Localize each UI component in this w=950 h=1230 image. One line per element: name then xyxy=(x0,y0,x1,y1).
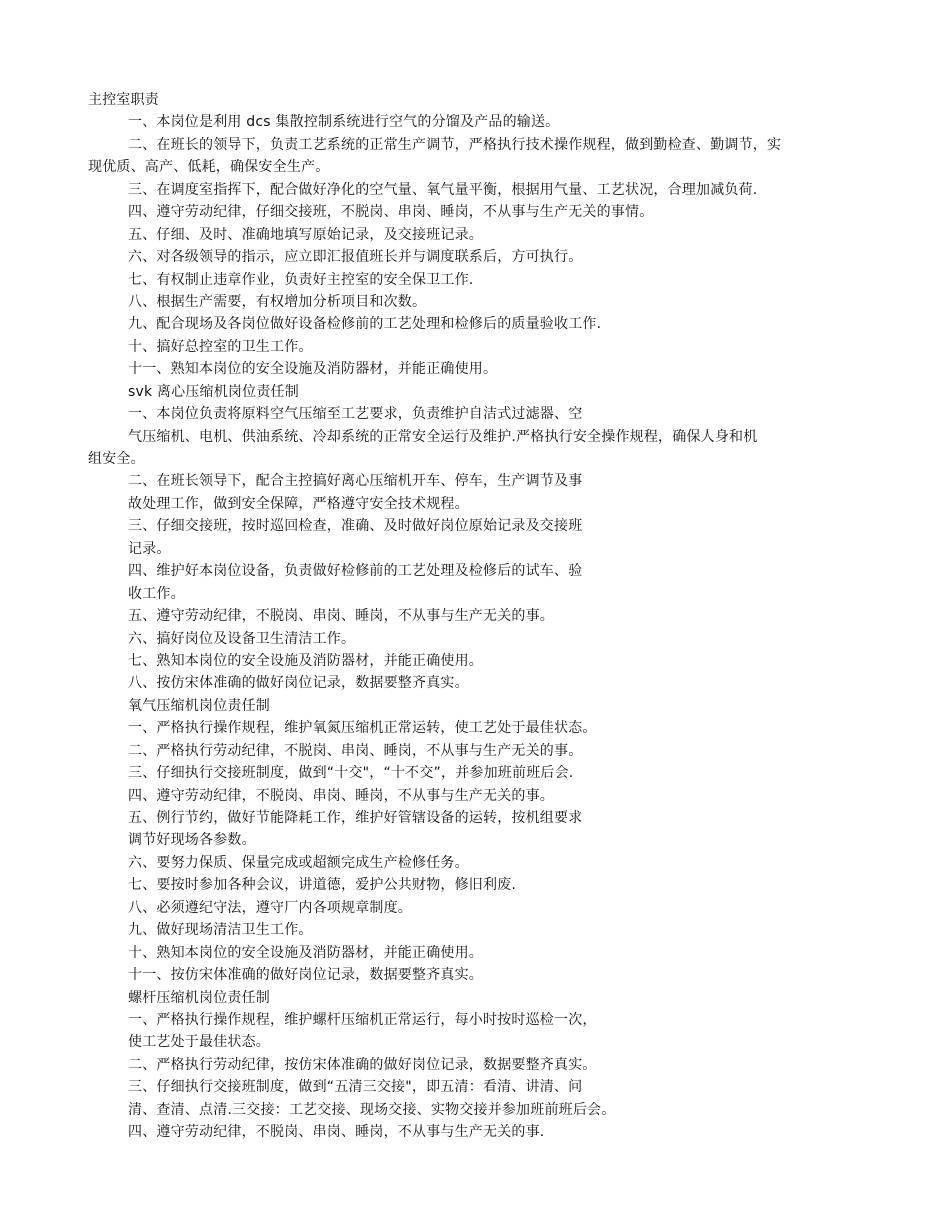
text-line: 九、配合现场及各岗位做好设备检修前的工艺处理和检修后的质量验收工作. xyxy=(128,316,602,333)
text-line: 四、遵守劳动纪律，仔细交接班，不脱岗、串岗、睡岗，不从事与生产无关的事情。 xyxy=(128,204,654,221)
text-line: 七、要按时参加各种会议，讲道德，爱护公共财物，修旧利废. xyxy=(128,877,517,894)
document-body xyxy=(88,89,868,1144)
text-line: 二、严格执行劳动纪律，按仿宋体准确的做好岗位记录，数据要整齐真实。 xyxy=(128,1056,597,1073)
text-line: 十、熟知本岗位的安全设施及消防器材，并能正确使用。 xyxy=(128,944,483,961)
text-line: 八、按仿宋体准确的做好岗位记录，数据要整齐真实。 xyxy=(128,675,469,692)
text-line: 六、搞好岗位及设备卫生清洁工作。 xyxy=(128,630,356,647)
text-line: 二、在班长领导下，配合主控搞好离心压缩机开车、停车，生产调节及事 xyxy=(128,473,583,490)
text-line: 四、遵守劳动纪律，不脱岗、串岗、睡岗，不从事与生产无关的事。 xyxy=(128,787,554,804)
text-line: 三、在调度室指挥下，配合做好净化的空气量、氧气量平衡，根据用气量、工艺状况，合理加减负荷. xyxy=(128,181,758,198)
text-line: 记录。 xyxy=(128,540,171,557)
text-line: 一、本岗位是利用 dcs 集散控制系统进行空气的分馏及产品的输送。 xyxy=(128,114,560,131)
text-line: 二、在班长的领导下，负责工艺系统的正常生产调节，严格执行技术操作规程，做到勤检查、勤调节，实 xyxy=(128,136,782,153)
text-line: 八、必须遵纪守法，遵守厂内各项规章制度。 xyxy=(128,899,412,916)
text-line: svk 离心压缩机岗位责任制 xyxy=(128,383,299,400)
text-line: 八、根据生产需要，有权增加分析项目和次数。 xyxy=(128,293,427,310)
text-line: 氧气压缩机岗位责任制 xyxy=(128,697,270,714)
text-line: 十一、按仿宋体准确的做好岗位记录，数据要整齐真实。 xyxy=(128,967,483,984)
text-line: 组安全。 xyxy=(88,451,145,467)
text-line: 故处理工作，做到安全保障，严格遵守安全技术规程。 xyxy=(128,495,469,512)
text-line: 六、要努力保质、保量完成或超额完成生产检修任务。 xyxy=(128,854,469,871)
document-title: 主控室职责 xyxy=(88,92,159,108)
text-line: 五、遵守劳动纪律，不脱岗、串岗、睡岗，不从事与生产无关的事。 xyxy=(128,608,554,625)
text-line: 三、仔细交接班，按时巡回检查，准确、及时做好岗位原始记录及交接班 xyxy=(128,518,583,535)
text-line: 九、做好现场清洁卫生工作。 xyxy=(128,922,313,939)
text-line: 清、查清、点清.三交接：工艺交接、现场交接、实物交接并参加班前班后会。 xyxy=(128,1101,616,1118)
text-line: 现优质、高产、低耗，确保安全生产。 xyxy=(88,159,330,176)
text-line: 二、严格执行劳动纪律，不脱岗、串岗、睡岗，不从事与生产无关的事。 xyxy=(128,742,583,759)
text-line: 七、熟知本岗位的安全设施及消防器材，并能正确使用。 xyxy=(128,652,483,669)
text-line: 五、仔细、及时、准确地填写原始记录，及交接班记录。 xyxy=(128,226,483,243)
text-line: 收工作。 xyxy=(128,585,185,602)
text-line: 三、仔细执行交接班制度，做到“十交"，“十不交”，并参加班前班后会. xyxy=(128,765,574,782)
text-line: 一、严格执行操作规程，维护螺杆压缩机正常运行，每小时按时巡检一次， xyxy=(128,1011,597,1028)
text-line: 调节好现场各参数。 xyxy=(128,832,256,849)
text-line: 三、仔细执行交接班制度，做到“五清三交接"，即五清：看清、讲清、问 xyxy=(128,1079,583,1096)
text-line: 四、遵守劳动纪律，不脱岗、串岗、睡岗，不从事与生产无关的事. xyxy=(128,1124,545,1141)
text-line: 六、对各级领导的指示，应立即汇报值班长并与调度联系后，方可执行。 xyxy=(128,249,583,266)
text-line: 一、本岗位负责将原料空气压缩至工艺要求，负责维护自洁式过滤器、空 xyxy=(128,406,583,423)
text-line: 气压缩机、电机、供油系统、冷却系统的正常安全运行及维护.严格执行安全操作规程，确保人身和机 xyxy=(128,428,758,445)
text-line: 一、严格执行操作规程，维护氧氮压缩机正常运转，使工艺处于最佳状态。 xyxy=(128,720,597,737)
text-line: 十、搞好总控室的卫生工作。 xyxy=(128,338,313,355)
text-line: 螺杆压缩机岗位责任制 xyxy=(128,989,270,1006)
text-line: 五、例行节约，做好节能降耗工作，维护好管辖设备的运转，按机组要求 xyxy=(128,810,583,826)
text-line: 四、维护好本岗位设备，负责做好检修前的工艺处理及检修后的试车、验 xyxy=(128,563,583,580)
text-line: 七、有权制止违章作业，负责好主控室的安全保卫工作. xyxy=(128,271,474,288)
text-line: 使工艺处于最佳状态。 xyxy=(128,1034,270,1051)
text-line: 十一、熟知本岗位的安全设施及消防器材，并能正确使用。 xyxy=(128,361,498,378)
